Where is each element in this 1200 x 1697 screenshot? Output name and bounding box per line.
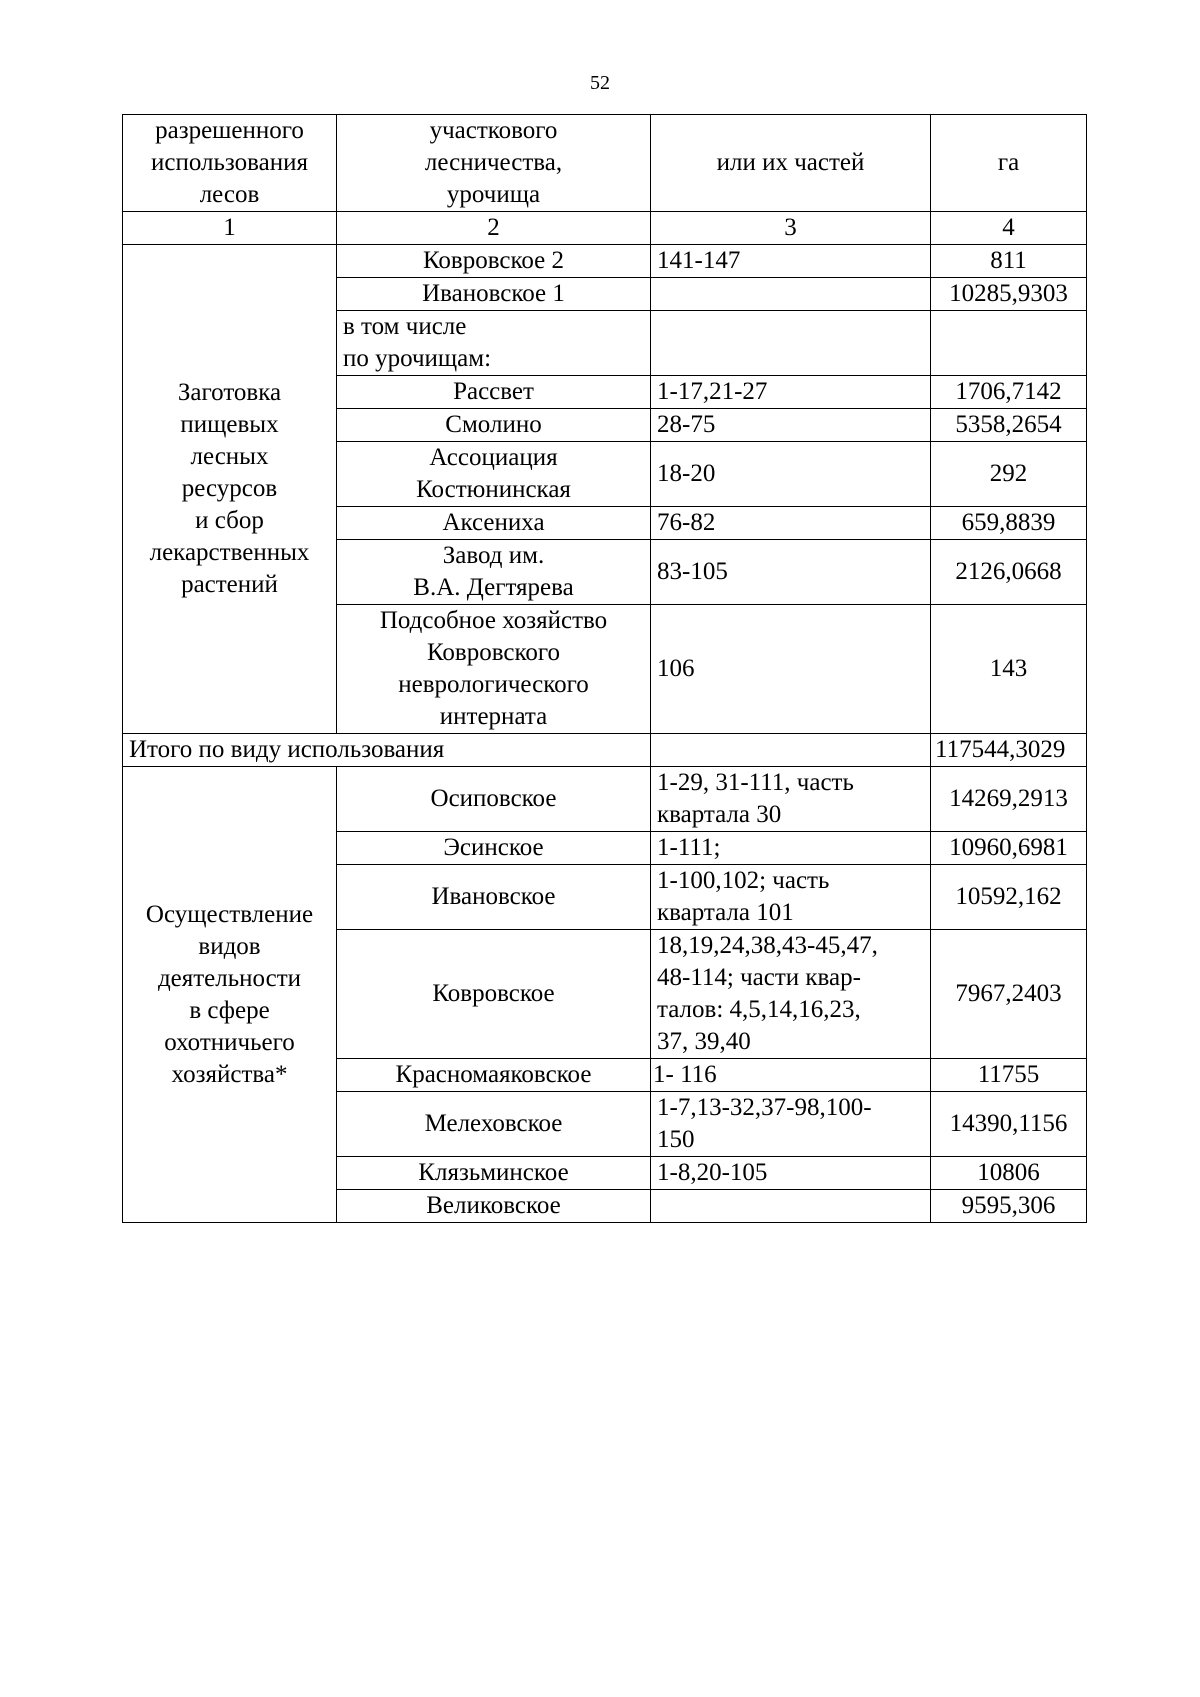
- area-ha: [931, 311, 1087, 376]
- quarter-numbers: 1-7,13-32,37-98,100- 150: [651, 1092, 931, 1157]
- area-ha: 11755: [931, 1059, 1087, 1092]
- area-ha: 9595,306: [931, 1190, 1087, 1223]
- quarter-numbers: 76-82: [651, 507, 931, 540]
- area-ha: 5358,2654: [931, 409, 1087, 442]
- area-ha: 7967,2403: [931, 930, 1087, 1059]
- quarter-numbers: 28-75: [651, 409, 931, 442]
- forestry-name: Завод им. В.А. Дегтярева: [337, 540, 651, 605]
- quarter-numbers: [651, 1190, 931, 1223]
- quarter-numbers: [651, 311, 931, 376]
- forestry-name: Ивановское: [337, 865, 651, 930]
- forestry-name: Эсинское: [337, 832, 651, 865]
- quarter-numbers: 1-29, 31-111, часть квартала 30: [651, 767, 931, 832]
- forest-use-table: [122, 114, 1087, 1223]
- header-row: [123, 115, 1087, 212]
- column-number: 3: [651, 212, 931, 245]
- area-ha: 1706,7142: [931, 376, 1087, 409]
- quarter-numbers: 83-105: [651, 540, 931, 605]
- forestry-name: в том числе по урочищам:: [337, 311, 651, 376]
- area-ha: 811: [931, 245, 1087, 278]
- forestry-name: Ассоциация Костюнинская: [337, 442, 651, 507]
- quarter-numbers: 141-147: [651, 245, 931, 278]
- total-area: 117544,3029: [931, 734, 1087, 767]
- category-hunting: Осуществление видов деятельности в сфере охотничьего хозяйства*: [123, 767, 337, 1223]
- forestry-name: Рассвет: [337, 376, 651, 409]
- quarter-numbers: 1-111;: [651, 832, 931, 865]
- area-ha: 10960,6981: [931, 832, 1087, 865]
- forestry-name: Красномаяковское: [337, 1059, 651, 1092]
- forestry-name: Смолино: [337, 409, 651, 442]
- header-col2: участкового лесничества, урочища: [337, 115, 651, 212]
- column-numbering-row: [123, 212, 1087, 245]
- area-ha: 2126,0668: [931, 540, 1087, 605]
- area-ha: 10285,9303: [931, 278, 1087, 311]
- forestry-name: Ковровское 2: [337, 245, 651, 278]
- forestry-name: Ковровское: [337, 930, 651, 1059]
- table-row: [123, 767, 1087, 832]
- quarter-numbers: 1-100,102; часть квартала 101: [651, 865, 931, 930]
- header-col4: га: [931, 115, 1087, 212]
- column-number: 4: [931, 212, 1087, 245]
- forestry-name: Осиповское: [337, 767, 651, 832]
- total-parts-empty: [651, 734, 931, 767]
- area-ha: 143: [931, 605, 1087, 734]
- area-ha: 659,8839: [931, 507, 1087, 540]
- area-ha: 14390,1156: [931, 1092, 1087, 1157]
- quarter-numbers: 106: [651, 605, 931, 734]
- forestry-name: Ивановское 1: [337, 278, 651, 311]
- quarter-numbers: 18,19,24,38,43-45,47, 48-114; части квар- талов: 4,5,14,16,23, 37, 39,40: [651, 930, 931, 1059]
- area-ha: 14269,2913: [931, 767, 1087, 832]
- quarter-numbers: 18-20: [651, 442, 931, 507]
- page-number: 52: [590, 72, 610, 94]
- area-ha: 292: [931, 442, 1087, 507]
- forestry-name: Подсобное хозяйство Ковровского неврологического интерната: [337, 605, 651, 734]
- total-row: [123, 734, 1087, 767]
- forestry-name: Мелеховское: [337, 1092, 651, 1157]
- header-col1: разрешенного использования лесов: [123, 115, 337, 212]
- header-col3: или их частей: [651, 115, 931, 212]
- quarter-numbers: 1- 116: [651, 1059, 931, 1092]
- column-number: 1: [123, 212, 337, 245]
- quarter-numbers: 1-17,21-27: [651, 376, 931, 409]
- quarter-numbers: 1-8,20-105: [651, 1157, 931, 1190]
- quarter-numbers: [651, 278, 931, 311]
- category-food-resources: Заготовка пищевых лесных ресурсов и сбор лекарственных растений: [123, 245, 337, 734]
- table-row: [123, 245, 1087, 278]
- total-label: Итого по виду использования: [123, 734, 651, 767]
- forestry-name: Великовское: [337, 1190, 651, 1223]
- area-ha: 10806: [931, 1157, 1087, 1190]
- forestry-name: Клязьминское: [337, 1157, 651, 1190]
- area-ha: 10592,162: [931, 865, 1087, 930]
- forestry-name: Аксениха: [337, 507, 651, 540]
- column-number: 2: [337, 212, 651, 245]
